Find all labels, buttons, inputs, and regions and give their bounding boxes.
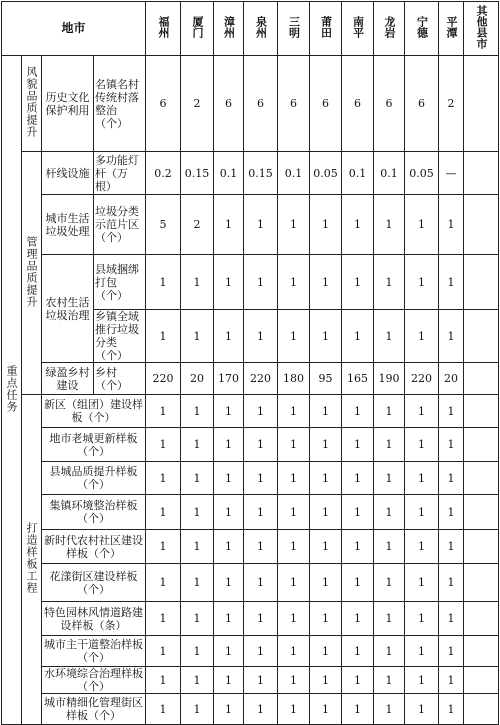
value-cell: 1 (181, 428, 214, 462)
table-row (2, 428, 499, 462)
table-row (2, 530, 499, 564)
item-cell: 垃圾分类示范片区（个） (94, 195, 146, 255)
value-cell: 1 (310, 667, 342, 694)
value-cell: 1 (181, 602, 214, 636)
value-cell: 1 (214, 428, 244, 462)
section-title: 管理品质提升 (25, 235, 38, 308)
value-cell: 1 (244, 667, 278, 694)
value-cell: 1 (342, 694, 374, 725)
item-cell: 城市主干道整治样板（个） (42, 636, 146, 667)
value-cell (464, 56, 499, 152)
value-cell: 1 (244, 310, 278, 363)
table-row (2, 694, 499, 725)
section-title-cell (22, 56, 42, 152)
table-row (2, 363, 499, 395)
value-cell: 1 (278, 495, 310, 530)
value-cell: 1 (214, 602, 244, 636)
city-header-zhangzhou (214, 2, 244, 56)
value-cell: 6 (405, 56, 439, 152)
value-cell: 1 (244, 694, 278, 725)
value-cell: 1 (181, 636, 214, 667)
value-cell: 0.05 (310, 152, 342, 195)
value-cell: 220 (146, 363, 181, 395)
value-cell: 1 (310, 530, 342, 564)
value-cell: 1 (342, 428, 374, 462)
value-cell: 1 (214, 530, 244, 564)
value-cell: 0.1 (278, 152, 310, 195)
value-cell: 1 (214, 667, 244, 694)
value-cell: 220 (244, 363, 278, 395)
value-cell: 1 (278, 530, 310, 564)
city-name: 泉州 (254, 16, 268, 38)
value-cell: 1 (278, 255, 310, 310)
item-cell: 名镇名村传统村落整治（个） (94, 56, 146, 152)
value-cell: 1 (278, 564, 310, 602)
value-cell: 1 (310, 462, 342, 495)
value-cell (464, 255, 499, 310)
value-cell: 6 (310, 56, 342, 152)
item-cell: 新时代农村社区建设样板（个） (42, 530, 146, 564)
table-row (2, 152, 499, 195)
value-cell: 1 (278, 602, 310, 636)
value-cell: 1 (181, 530, 214, 564)
table-row (2, 462, 499, 495)
item-cell: 多功能灯杆（万根） (94, 152, 146, 195)
value-cell: 1 (181, 310, 214, 363)
value-cell: 1 (181, 564, 214, 602)
value-cell: — (439, 152, 464, 195)
table-row (2, 667, 499, 694)
table-row (2, 255, 499, 310)
value-cell: 1 (374, 255, 405, 310)
value-cell (464, 462, 499, 495)
value-cell: 1 (146, 530, 181, 564)
value-cell: 1 (405, 195, 439, 255)
city-name: 三明 (287, 16, 301, 38)
city-header-xiamen (181, 2, 214, 56)
value-cell: 1 (374, 310, 405, 363)
item-cell: 地市老城更新样板（个） (42, 428, 146, 462)
item-cell: 城市精细化管理街区样板（个） (42, 694, 146, 725)
value-cell: 1 (310, 495, 342, 530)
city-header-other (464, 2, 499, 56)
item-cell: 新区（组团）建设样板（个） (42, 395, 146, 428)
value-cell: 1 (244, 602, 278, 636)
value-cell: 1 (244, 495, 278, 530)
value-cell: 1 (374, 667, 405, 694)
value-cell: 0.1 (214, 152, 244, 195)
value-cell: 1 (405, 495, 439, 530)
value-cell (464, 195, 499, 255)
city-header-longyan (374, 2, 405, 56)
value-cell: 1 (439, 602, 464, 636)
value-cell: 1 (278, 195, 310, 255)
value-cell: 165 (342, 363, 374, 395)
value-cell: 1 (278, 310, 310, 363)
value-cell: 1 (244, 428, 278, 462)
item-cell: 乡村（个） (94, 363, 146, 395)
value-cell: 1 (405, 530, 439, 564)
value-cell: 1 (146, 310, 181, 363)
city-header-sanming (278, 2, 310, 56)
region-header: 地市 (2, 2, 146, 56)
value-cell: 20 (439, 363, 464, 395)
value-cell: 1 (278, 395, 310, 428)
value-cell: 1 (405, 602, 439, 636)
value-cell: 1 (342, 636, 374, 667)
value-cell: 1 (342, 195, 374, 255)
value-cell: 1 (146, 694, 181, 725)
value-cell (464, 152, 499, 195)
value-cell: 1 (342, 602, 374, 636)
value-cell: 2 (181, 56, 214, 152)
city-name: 福州 (157, 16, 171, 38)
city-name: 龙岩 (383, 16, 397, 38)
city-name: 厦门 (191, 16, 205, 38)
value-cell: 1 (244, 195, 278, 255)
value-cell: 1 (405, 694, 439, 725)
value-cell: 1 (405, 395, 439, 428)
value-cell: 1 (181, 462, 214, 495)
value-cell: 1 (439, 428, 464, 462)
value-cell: 1 (439, 462, 464, 495)
value-cell: 1 (439, 195, 464, 255)
section-title: 打造样板工程 (25, 522, 38, 594)
value-cell: 1 (244, 255, 278, 310)
value-cell: 1 (146, 636, 181, 667)
value-cell: 6 (244, 56, 278, 152)
value-cell: 1 (405, 428, 439, 462)
table-row (2, 636, 499, 667)
value-cell: 6 (214, 56, 244, 152)
city-name: 其他县市 (475, 5, 489, 49)
table-row (2, 495, 499, 530)
value-cell: 1 (342, 564, 374, 602)
value-cell: 1 (310, 602, 342, 636)
city-name: 南平 (351, 16, 365, 38)
value-cell: 1 (214, 310, 244, 363)
city-name: 漳州 (222, 16, 236, 38)
value-cell: 1 (374, 530, 405, 564)
value-cell: 1 (342, 667, 374, 694)
value-cell: 1 (214, 694, 244, 725)
value-cell: 1 (146, 667, 181, 694)
city-header-fuzhou (146, 2, 181, 56)
category-cell: 农村生活垃圾治理 (42, 255, 94, 363)
value-cell: 1 (374, 495, 405, 530)
value-cell: 1 (374, 195, 405, 255)
value-cell: 1 (310, 395, 342, 428)
value-cell: 1 (342, 530, 374, 564)
value-cell: 5 (146, 195, 181, 255)
value-cell: 1 (439, 495, 464, 530)
value-cell: 0.15 (181, 152, 214, 195)
value-cell: 1 (214, 564, 244, 602)
value-cell (464, 495, 499, 530)
value-cell: 1 (214, 395, 244, 428)
value-cell: 1 (244, 395, 278, 428)
value-cell: 1 (146, 495, 181, 530)
value-cell: 1 (244, 564, 278, 602)
value-cell: 1 (181, 495, 214, 530)
value-cell: 1 (146, 428, 181, 462)
value-cell: 1 (342, 310, 374, 363)
value-cell: 1 (405, 667, 439, 694)
item-cell: 花漾街区建设样板（个） (42, 564, 146, 602)
value-cell (464, 694, 499, 725)
value-cell: 1 (278, 694, 310, 725)
value-cell: 1 (214, 462, 244, 495)
value-cell: 1 (181, 694, 214, 725)
value-cell: 6 (278, 56, 310, 152)
city-name: 莆田 (319, 16, 333, 38)
value-cell: 1 (310, 694, 342, 725)
item-cell: 水环境综合治理样板（个） (42, 667, 146, 694)
category-cell: 城市生活垃圾处理 (42, 195, 94, 255)
section-title: 风貌品质提升 (25, 66, 38, 138)
table-row (2, 602, 499, 636)
value-cell: 6 (146, 56, 181, 152)
category-cell: 历史文化保护利用 (42, 56, 94, 152)
value-cell: 1 (439, 636, 464, 667)
city-name: 宁德 (415, 16, 429, 38)
value-cell: 95 (310, 363, 342, 395)
value-cell (464, 395, 499, 428)
table-row (2, 564, 499, 602)
table-row (2, 56, 499, 152)
value-cell: 1 (181, 667, 214, 694)
value-cell: 1 (374, 428, 405, 462)
value-cell: 1 (146, 564, 181, 602)
value-cell: 1 (439, 310, 464, 363)
section-title-cell (22, 395, 42, 725)
value-cell: 1 (342, 495, 374, 530)
main-section-cell (2, 56, 22, 725)
item-cell: 特色园林风情道路建设样板（条） (42, 602, 146, 636)
city-header-putian (310, 2, 342, 56)
value-cell: 1 (310, 255, 342, 310)
header-row (2, 2, 499, 56)
value-cell: 1 (214, 195, 244, 255)
value-cell: 1 (439, 564, 464, 602)
value-cell: 1 (214, 255, 244, 310)
value-cell: 1 (374, 395, 405, 428)
value-cell: 1 (310, 564, 342, 602)
main-section-label: 重点任务 (5, 364, 18, 413)
value-cell: 2 (181, 195, 214, 255)
value-cell: 1 (342, 255, 374, 310)
value-cell: 6 (374, 56, 405, 152)
value-cell: 1 (146, 395, 181, 428)
value-cell (464, 363, 499, 395)
value-cell: 1 (439, 530, 464, 564)
value-cell: 1 (244, 462, 278, 495)
value-cell: 180 (278, 363, 310, 395)
city-header-quanzhou (244, 2, 278, 56)
value-cell: 1 (374, 636, 405, 667)
value-cell: 1 (278, 667, 310, 694)
value-cell: 1 (439, 694, 464, 725)
value-cell: 0.1 (374, 152, 405, 195)
value-cell: 1 (244, 636, 278, 667)
value-cell (464, 667, 499, 694)
value-cell: 0.1 (342, 152, 374, 195)
value-cell: 1 (214, 495, 244, 530)
value-cell (464, 602, 499, 636)
value-cell: 1 (439, 395, 464, 428)
value-cell: 1 (214, 636, 244, 667)
value-cell: 1 (439, 667, 464, 694)
value-cell: 1 (374, 602, 405, 636)
value-cell: 1 (439, 255, 464, 310)
value-cell: 1 (405, 462, 439, 495)
value-cell: 1 (278, 636, 310, 667)
city-header-nanping (342, 2, 374, 56)
value-cell (464, 530, 499, 564)
value-cell: 1 (342, 462, 374, 495)
value-cell (464, 310, 499, 363)
item-cell: 乡镇全域推行垃圾分类（个） (94, 310, 146, 363)
city-header-pingtan (439, 2, 464, 56)
value-cell: 2 (439, 56, 464, 152)
value-cell: 1 (310, 636, 342, 667)
task-allocation-table (1, 1, 499, 725)
value-cell: 1 (374, 462, 405, 495)
value-cell: 1 (278, 462, 310, 495)
value-cell (464, 564, 499, 602)
value-cell: 1 (278, 428, 310, 462)
value-cell: 1 (244, 530, 278, 564)
value-cell: 1 (146, 462, 181, 495)
value-cell: 20 (181, 363, 214, 395)
value-cell: 1 (310, 195, 342, 255)
value-cell: 1 (342, 395, 374, 428)
value-cell: 0.05 (405, 152, 439, 195)
value-cell: 1 (374, 694, 405, 725)
value-cell: 1 (405, 310, 439, 363)
value-cell: 1 (405, 564, 439, 602)
value-cell: 6 (342, 56, 374, 152)
value-cell: 1 (405, 636, 439, 667)
value-cell (464, 636, 499, 667)
value-cell: 1 (146, 255, 181, 310)
value-cell: 1 (374, 564, 405, 602)
value-cell: 170 (214, 363, 244, 395)
table-row (2, 395, 499, 428)
value-cell: 0.15 (244, 152, 278, 195)
city-name: 平潭 (445, 16, 459, 38)
value-cell (464, 428, 499, 462)
category-cell: 绿盈乡村建设 (42, 363, 94, 395)
value-cell: 1 (181, 255, 214, 310)
item-cell: 县域捆绑打包（个） (94, 255, 146, 310)
value-cell: 1 (181, 395, 214, 428)
value-cell: 1 (310, 428, 342, 462)
value-cell: 1 (310, 310, 342, 363)
table-row (2, 195, 499, 255)
value-cell: 1 (146, 602, 181, 636)
city-header-ningde (405, 2, 439, 56)
value-cell: 220 (405, 363, 439, 395)
value-cell: 190 (374, 363, 405, 395)
item-cell: 县城品质提升样板（个） (42, 462, 146, 495)
value-cell: 0.2 (146, 152, 181, 195)
category-cell: 杆线设施 (42, 152, 94, 195)
section-title-cell (22, 152, 42, 395)
item-cell: 集镇环境整治样板（个） (42, 495, 146, 530)
value-cell: 1 (405, 255, 439, 310)
